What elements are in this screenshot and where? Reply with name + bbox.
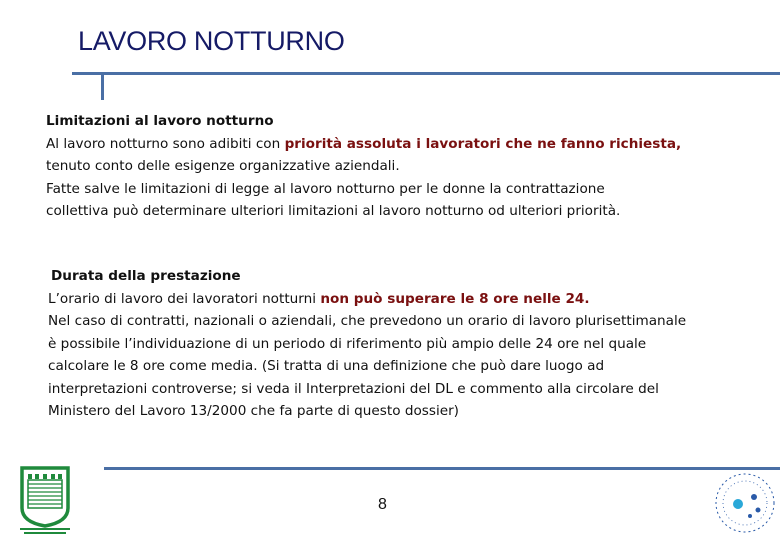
paragraph-line: collettiva può determinare ulteriori limitazioni al lavoro notturno od ulteriori priorità. [46,203,621,219]
section-heading: Durata della prestazione [51,268,241,284]
section-heading: Limitazioni al lavoro notturno [46,113,274,129]
section-night-work-limits [46,110,681,223]
paragraph-line [48,288,686,311]
text-run: Al lavoro notturno sono adibiti con [46,135,285,152]
paragraph-line: calcolare le 8 ore come media. (Si tratta di una definizione che può dare luogo ad [48,358,605,374]
text-run: L’orario di lavoro dei lavoratori notturni [48,290,321,307]
paragraph-line: Ministero del Lavoro 13/2000 che fa parte di questo dossier) [48,403,459,419]
page-number: 8 [378,496,387,513]
footer-divider [104,467,780,470]
paragraph-line: Fatte salve le limitazioni di legge al lavoro notturno per le donne la contrattazione [46,180,605,197]
title-divider-tick [101,72,104,100]
highlighted-text: non può superare le 8 ore nelle 24. [320,290,590,307]
paragraph-line: è possibile l’individuazione di un periodo di riferimento più ampio delle 24 ore nel quale [48,335,647,352]
highlighted-text: priorità assoluta i lavoratori che ne fanno richiesta, [284,135,682,152]
institute-logo [712,470,778,536]
slide-title: LAVORO NOTTURNO [78,26,345,56]
paragraph-line [46,133,681,156]
paragraph-line: tenuto conto delle esigenze organizzative aziendali. [46,158,400,174]
title-divider [72,72,780,75]
paragraph-line: Nel caso di contratti, nazionali o aziendali, che prevedono un orario di lavoro plurisettimanale [48,313,687,329]
section-work-duration [48,265,686,423]
university-logo [14,462,76,538]
paragraph-line: interpretazioni controverse; si veda il Interpretazioni del DL e commento alla circolare del [48,380,659,397]
